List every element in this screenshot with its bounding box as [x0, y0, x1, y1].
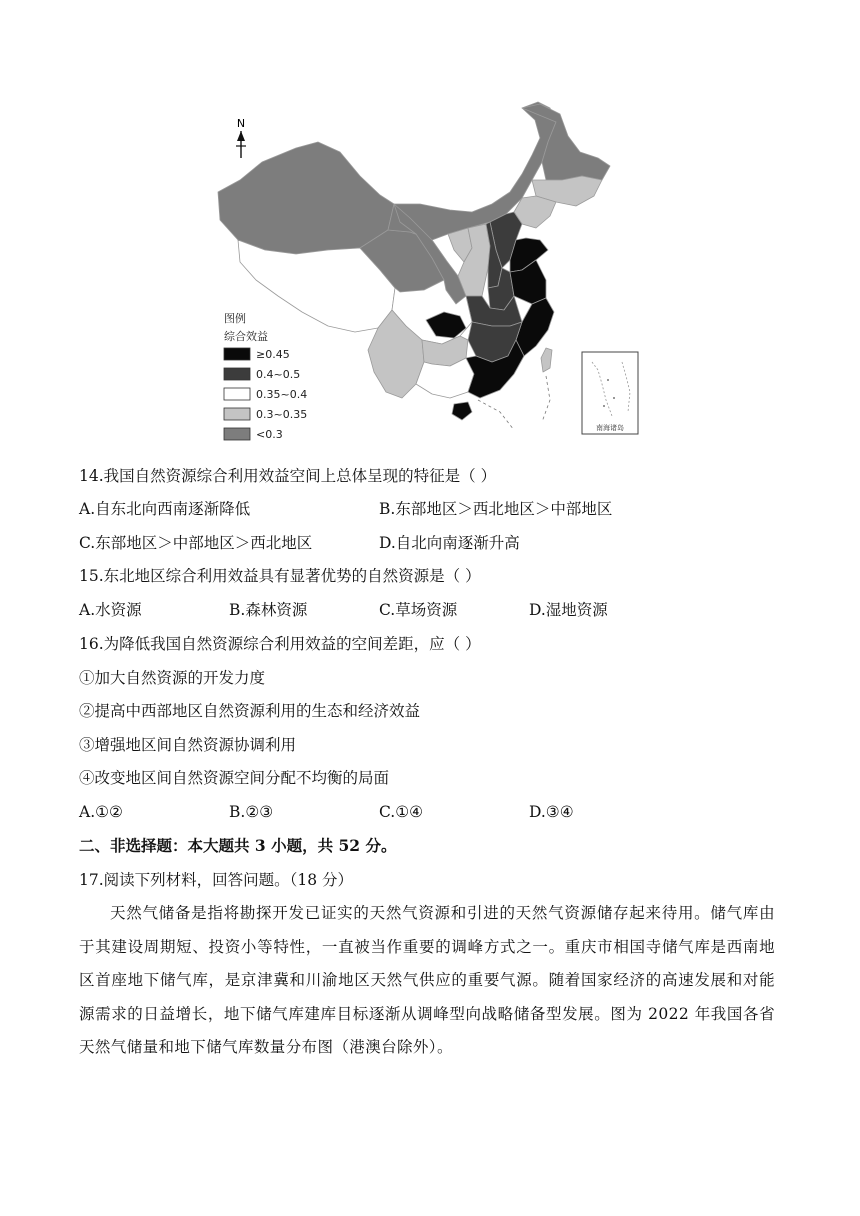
map-region-xinjiang — [218, 142, 394, 254]
legend-label: 0.4~0.5 — [256, 368, 301, 381]
legend-title-2: 综合效益 — [224, 330, 268, 343]
china-resource-efficiency-map — [210, 100, 650, 445]
inset-label: 南海诸岛 — [596, 424, 624, 432]
legend-swatch — [224, 368, 250, 380]
q15-option-a: A.水资源 — [79, 601, 142, 619]
north-label: N — [236, 117, 246, 130]
map-legend — [224, 311, 307, 441]
legend-title-1: 图例 — [224, 312, 246, 325]
q16-option-a: A.①② — [79, 803, 123, 821]
legend-swatch — [224, 388, 250, 400]
q16-option-b: B.②③ — [229, 803, 274, 821]
legend-label: ≥0.45 — [256, 348, 290, 361]
map-region-hainan — [452, 402, 472, 420]
question-17-stem: 17.阅读下列材料，回答问题。（18 分） — [79, 871, 354, 889]
question-16-stem: 16.为降低我国自然资源综合利用效益的空间差距，应（ ） — [79, 635, 481, 653]
q15-option-c: C.草场资源 — [379, 601, 458, 619]
legend-label: <0.3 — [256, 428, 283, 441]
question-14-stem: 14.我国自然资源综合利用效益空间上总体呈现的特征是（ ） — [79, 467, 497, 485]
q14-option-d: D.自北向南逐渐升高 — [379, 534, 520, 552]
section-2-heading: 二、非选择题：本大题共 3 小题，共 52 分。 — [79, 836, 397, 855]
legend-label: 0.35~0.4 — [256, 388, 308, 401]
q14-option-c: C.东部地区＞中部地区＞西北地区 — [79, 534, 313, 552]
map-region-zhejiang — [516, 298, 554, 356]
legend-swatch — [224, 428, 250, 440]
q16-statement-1: ①加大自然资源的开发力度 — [79, 669, 266, 687]
question-15-stem: 15.东北地区综合利用效益具有显著优势的自然资源是（ ） — [79, 567, 481, 585]
map-region-taiwan — [541, 348, 552, 372]
q16-option-c: C.①④ — [379, 803, 424, 821]
question-17-material: 天然气储备是指将勘探开发已证实的天然气资源和引进的天然气资源储存起来待用。储气库由于其建设周期短、投资小等特性，一直被当作重要的调峰方式之一。重庆市相国寺储气库是西南地区首座地下储气库，是京津冀和川渝地区天然气供应的重要气源。随着国家经济的高速发展和对能源需求的日益增长，地下储气库建库目标逐渐从调峰型向战略储备型发展。图为 2022 年我国各省天然气储量和地下储气库数量分布图（港澳台除外）。 — [79, 904, 775, 1056]
q16-statement-2: ②提高中西部地区自然资源利用的生态和经济效益 — [79, 702, 421, 720]
q14-option-a: A.自东北向西南逐渐降低 — [79, 500, 251, 518]
q15-option-d: D.湿地资源 — [529, 601, 608, 619]
south-china-sea-inset — [582, 352, 638, 434]
q16-statement-3: ③增强地区间自然资源协调利用 — [79, 736, 297, 754]
legend-label: 0.3~0.35 — [256, 408, 308, 421]
legend-swatch — [224, 408, 250, 420]
q14-option-b: B.东部地区＞西北地区＞中部地区 — [379, 500, 613, 518]
legend-swatch — [224, 348, 250, 360]
q16-statement-4: ④改变地区间自然资源空间分配不均衡的局面 — [79, 769, 390, 787]
q15-option-b: B.森林资源 — [229, 601, 308, 619]
north-arrow-icon — [236, 117, 246, 158]
q16-option-d: D.③④ — [529, 803, 574, 821]
